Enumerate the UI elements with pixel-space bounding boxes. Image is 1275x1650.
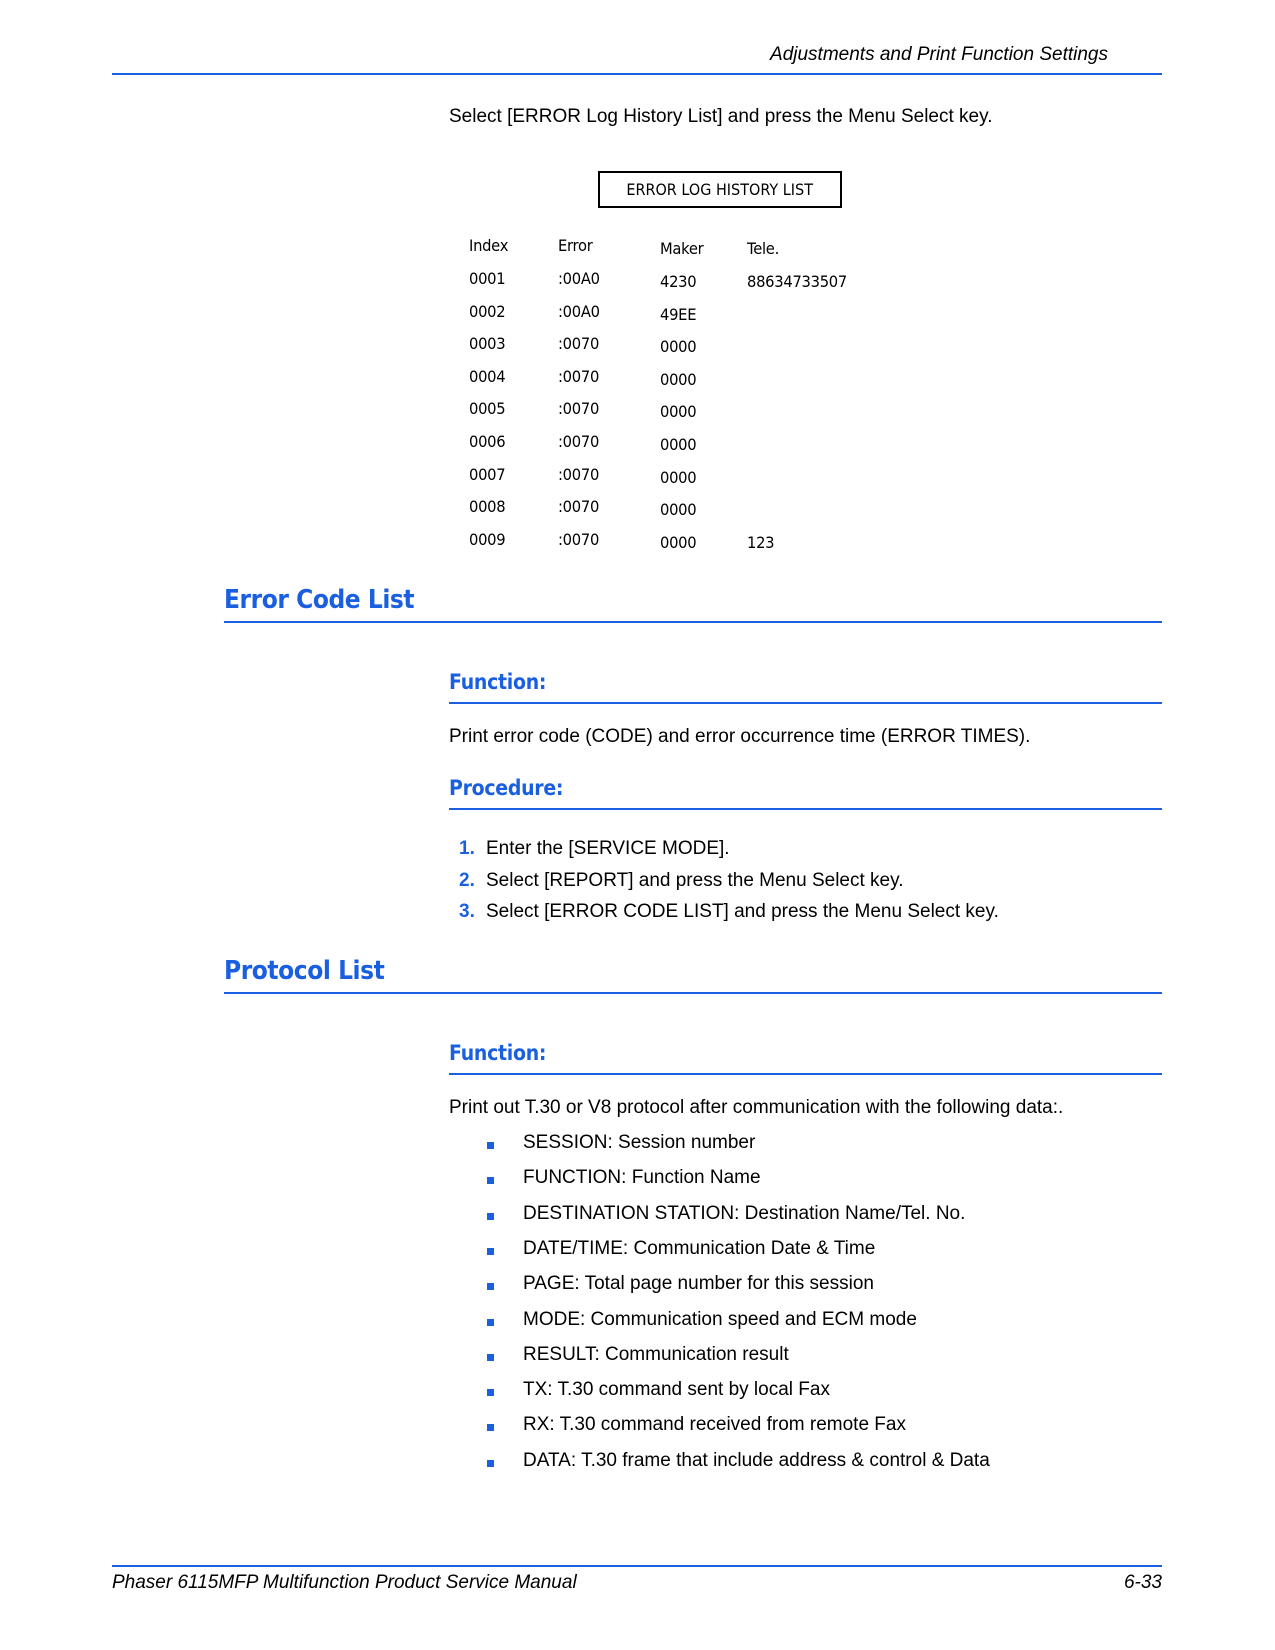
row-maker: 4230 <box>660 272 697 291</box>
bullet-item: DATA: T.30 frame that include address & control & Data <box>523 1450 990 1471</box>
row-error: :0070 <box>558 334 600 353</box>
row-index: 0006 <box>469 432 506 451</box>
step-number: 3. <box>459 901 475 922</box>
column-header-error: Error <box>558 236 593 255</box>
step-number: 2. <box>459 870 475 891</box>
footer-manual-title: Phaser 6115MFP Multifunction Product Service Manual <box>112 1572 577 1593</box>
row-maker: 0000 <box>660 533 697 552</box>
screen-title: ERROR LOG HISTORY LIST <box>626 180 814 199</box>
row-error: :0070 <box>558 432 600 451</box>
footer-rule <box>112 1565 1162 1567</box>
function-heading-protocol: Function: <box>449 1041 547 1065</box>
function-heading-error-code: Function: <box>449 670 547 694</box>
row-index: 0005 <box>469 399 506 418</box>
row-index: 0008 <box>469 497 506 516</box>
row-index: 0004 <box>469 367 506 386</box>
bullet-item: TX: T.30 command sent by local Fax <box>523 1379 830 1400</box>
step-text: Select [REPORT] and press the Menu Select key. <box>486 870 904 891</box>
bullet-square-icon <box>487 1319 494 1326</box>
column-header-maker: Maker <box>660 239 704 258</box>
bullet-item: DESTINATION STATION: Destination Name/Tel. No. <box>523 1203 966 1224</box>
function-rule-error-code <box>449 702 1162 704</box>
bullet-item: RESULT: Communication result <box>523 1344 789 1365</box>
row-error: :00A0 <box>558 302 600 321</box>
intro-text: Select [ERROR Log History List] and press the Menu Select key. <box>449 106 993 127</box>
bullet-square-icon <box>487 1424 494 1431</box>
row-error: :0070 <box>558 497 600 516</box>
bullet-item: SESSION: Session number <box>523 1132 756 1153</box>
bullet-item: DATE/TIME: Communication Date & Time <box>523 1238 876 1259</box>
row-maker: 49EE <box>660 305 697 324</box>
row-index: 0001 <box>469 269 506 288</box>
row-error: :00A0 <box>558 269 600 288</box>
step-number: 1. <box>459 838 475 859</box>
bullet-item: PAGE: Total page number for this session <box>523 1273 874 1294</box>
footer-page-number: 6-33 <box>1123 1572 1162 1593</box>
running-header: Adjustments and Print Function Settings <box>770 44 1108 65</box>
column-header-index: Index <box>469 236 509 255</box>
row-tele: 88634733507 <box>747 272 847 291</box>
bullet-square-icon <box>487 1354 494 1361</box>
row-error: :0070 <box>558 465 600 484</box>
row-maker: 0000 <box>660 468 697 487</box>
row-index: 0002 <box>469 302 506 321</box>
function-rule-protocol <box>449 1073 1162 1075</box>
section-rule-error-code-list <box>224 621 1162 623</box>
row-maker: 0000 <box>660 435 697 454</box>
row-maker: 0000 <box>660 402 697 421</box>
bullet-item: RX: T.30 command received from remote Fax <box>523 1414 906 1435</box>
bullet-item: FUNCTION: Function Name <box>523 1167 761 1188</box>
bullet-square-icon <box>487 1389 494 1396</box>
step-text: Select [ERROR CODE LIST] and press the Menu Select key. <box>486 901 999 922</box>
section-title-error-code-list: Error Code List <box>224 585 415 615</box>
row-maker: 0000 <box>660 500 697 519</box>
screen-title-box <box>598 171 842 208</box>
row-index: 0009 <box>469 530 506 549</box>
bullet-square-icon <box>487 1177 494 1184</box>
column-header-tele: Tele. <box>747 239 779 258</box>
row-tele: 123 <box>747 533 775 552</box>
function-text-protocol: Print out T.30 or V8 protocol after communication with the following data:. <box>449 1097 1064 1118</box>
header-rule <box>112 73 1162 75</box>
section-title-protocol-list: Protocol List <box>224 956 385 986</box>
row-index: 0003 <box>469 334 506 353</box>
row-error: :0070 <box>558 367 600 386</box>
row-error: :0070 <box>558 399 600 418</box>
row-index: 0007 <box>469 465 506 484</box>
step-text: Enter the [SERVICE MODE]. <box>486 838 730 859</box>
row-error: :0070 <box>558 530 600 549</box>
bullet-square-icon <box>487 1142 494 1149</box>
function-text-error-code: Print error code (CODE) and error occurrence time (ERROR TIMES). <box>449 726 1031 747</box>
row-maker: 0000 <box>660 370 697 389</box>
bullet-square-icon <box>487 1248 494 1255</box>
bullet-square-icon <box>487 1283 494 1290</box>
bullet-item: MODE: Communication speed and ECM mode <box>523 1309 917 1330</box>
section-rule-protocol-list <box>224 992 1162 994</box>
procedure-heading: Procedure: <box>449 776 564 800</box>
procedure-rule <box>449 808 1162 810</box>
bullet-square-icon <box>487 1213 494 1220</box>
bullet-square-icon <box>487 1460 494 1467</box>
row-maker: 0000 <box>660 337 697 356</box>
